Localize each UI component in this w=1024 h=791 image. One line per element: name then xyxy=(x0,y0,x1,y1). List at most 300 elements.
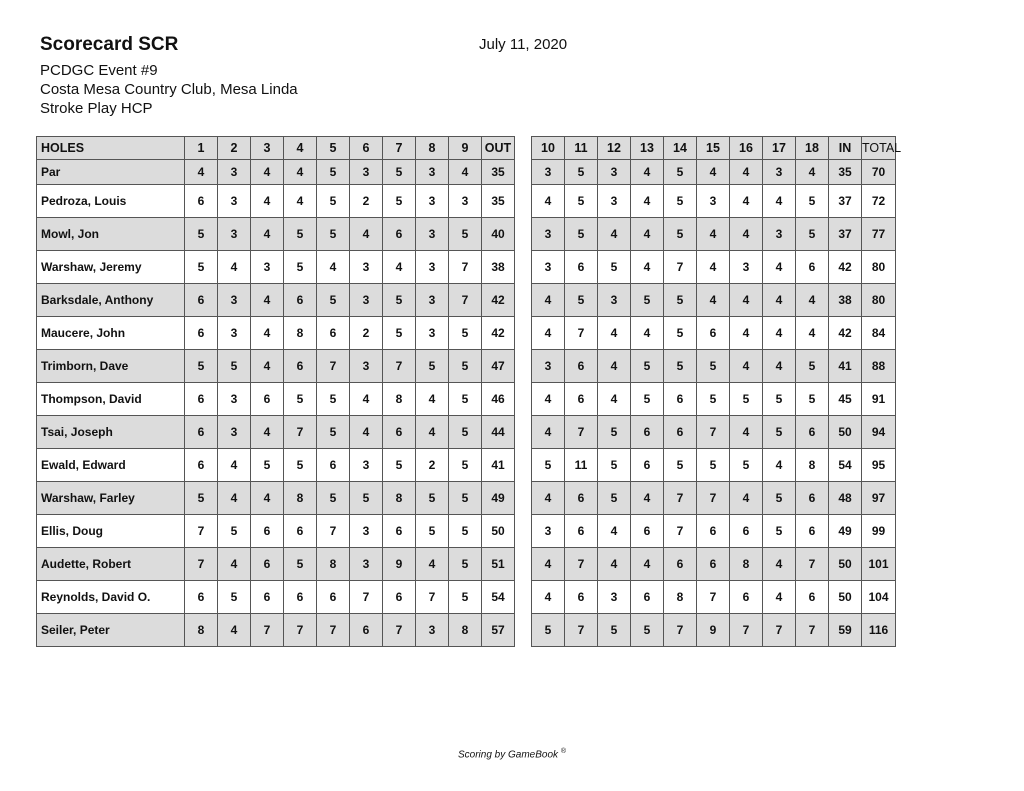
hole-score: 5 xyxy=(565,185,598,218)
in-score: 50 xyxy=(829,581,862,614)
hole-score: 4 xyxy=(251,185,284,218)
hole-score: 3 xyxy=(416,218,449,251)
hole-score: 3 xyxy=(350,449,383,482)
hole-score: 5 xyxy=(251,449,284,482)
player-row xyxy=(532,317,896,350)
hole-score: 4 xyxy=(251,317,284,350)
hole-score: 6 xyxy=(284,515,317,548)
back-header-row xyxy=(532,137,896,160)
hole-score: 4 xyxy=(284,185,317,218)
hole-score: 5 xyxy=(317,416,350,449)
hole-score: 6 xyxy=(796,416,829,449)
out-score: 47 xyxy=(482,350,515,383)
hole-score: 5 xyxy=(449,416,482,449)
hole-score: 7 xyxy=(284,416,317,449)
player-row xyxy=(37,515,515,548)
hole-score: 6 xyxy=(796,482,829,515)
hole-score: 4 xyxy=(631,548,664,581)
hole-score: 4 xyxy=(532,548,565,581)
hole-score: 8 xyxy=(796,449,829,482)
hole-score: 6 xyxy=(185,317,218,350)
hole-score: 8 xyxy=(284,317,317,350)
hole-score: 4 xyxy=(218,482,251,515)
hole-score: 3 xyxy=(598,581,631,614)
total-score: 72 xyxy=(862,185,896,218)
hole-score: 3 xyxy=(416,251,449,284)
out-score: 35 xyxy=(482,185,515,218)
hole-score: 7 xyxy=(697,581,730,614)
hole-score: 4 xyxy=(218,449,251,482)
hole-number-header: 9 xyxy=(449,137,482,160)
hole-score: 4 xyxy=(697,218,730,251)
out-score: 42 xyxy=(482,317,515,350)
hole-score: 5 xyxy=(763,383,796,416)
hole-number-header: 2 xyxy=(218,137,251,160)
hole-score: 6 xyxy=(697,548,730,581)
hole-score: 5 xyxy=(532,614,565,647)
hole-score: 4 xyxy=(251,350,284,383)
player-name: Barksdale, Anthony xyxy=(37,284,185,317)
in-score: 48 xyxy=(829,482,862,515)
hole-score: 3 xyxy=(350,251,383,284)
par-row xyxy=(532,160,896,185)
player-row xyxy=(37,251,515,284)
hole-score: 6 xyxy=(664,416,697,449)
hole-score: 6 xyxy=(565,515,598,548)
hole-score: 3 xyxy=(416,317,449,350)
hole-score: 5 xyxy=(317,482,350,515)
hole-number-header: 15 xyxy=(697,137,730,160)
total-score: 88 xyxy=(862,350,896,383)
hole-score: 5 xyxy=(449,548,482,581)
total-score: 95 xyxy=(862,449,896,482)
hole-score: 5 xyxy=(284,218,317,251)
out-score: 38 xyxy=(482,251,515,284)
hole-score: 4 xyxy=(730,317,763,350)
player-row xyxy=(37,317,515,350)
hole-score: 5 xyxy=(449,482,482,515)
footer-text: Scoring by GameBook xyxy=(457,749,559,761)
back-nine-table xyxy=(531,136,902,647)
hole-score: 7 xyxy=(383,614,416,647)
hole-score: 7 xyxy=(251,614,284,647)
hole-score: 3 xyxy=(218,416,251,449)
hole-score: 7 xyxy=(449,251,482,284)
player-row xyxy=(532,218,896,251)
hole-score: 6 xyxy=(565,350,598,383)
player-row xyxy=(37,383,515,416)
par-value: 4 xyxy=(185,160,218,185)
hole-score: 7 xyxy=(730,614,763,647)
total-score: 99 xyxy=(862,515,896,548)
hole-score: 4 xyxy=(251,416,284,449)
hole-score: 4 xyxy=(350,383,383,416)
hole-score: 4 xyxy=(598,383,631,416)
hole-score: 5 xyxy=(416,350,449,383)
hole-number-header: 5 xyxy=(317,137,350,160)
hole-score: 6 xyxy=(631,449,664,482)
player-row xyxy=(37,614,515,647)
in-score: 54 xyxy=(829,449,862,482)
hole-score: 5 xyxy=(449,581,482,614)
in-score: 37 xyxy=(829,218,862,251)
hole-score: 6 xyxy=(251,548,284,581)
player-name: Pedroza, Louis xyxy=(37,185,185,218)
hole-score: 2 xyxy=(350,317,383,350)
hole-score: 3 xyxy=(218,218,251,251)
hole-score: 3 xyxy=(532,218,565,251)
hole-score: 3 xyxy=(416,614,449,647)
hole-score: 6 xyxy=(697,515,730,548)
hole-score: 4 xyxy=(763,317,796,350)
hole-score: 6 xyxy=(565,251,598,284)
player-row xyxy=(532,416,896,449)
hole-score: 5 xyxy=(796,218,829,251)
hole-score: 3 xyxy=(251,251,284,284)
par-value: 4 xyxy=(251,160,284,185)
player-name: Warshaw, Farley xyxy=(37,482,185,515)
par-value: 4 xyxy=(631,160,664,185)
front-header-row xyxy=(37,137,515,160)
par-row xyxy=(37,160,515,185)
in-score: 45 xyxy=(829,383,862,416)
hole-score: 5 xyxy=(383,284,416,317)
in-score: 42 xyxy=(829,251,862,284)
hole-score: 5 xyxy=(317,218,350,251)
hole-score: 4 xyxy=(763,449,796,482)
hole-score: 4 xyxy=(218,614,251,647)
hole-score: 4 xyxy=(796,284,829,317)
player-row xyxy=(532,449,896,482)
par-value: 3 xyxy=(598,160,631,185)
hole-score: 4 xyxy=(383,251,416,284)
hole-score: 6 xyxy=(383,218,416,251)
hole-score: 5 xyxy=(449,383,482,416)
hole-score: 3 xyxy=(763,218,796,251)
hole-score: 6 xyxy=(697,317,730,350)
total-score: 94 xyxy=(862,416,896,449)
total-score: 80 xyxy=(862,251,896,284)
player-row xyxy=(37,548,515,581)
hole-score: 4 xyxy=(697,284,730,317)
hole-score: 6 xyxy=(631,581,664,614)
player-row xyxy=(532,548,896,581)
total-score: 80 xyxy=(862,284,896,317)
hole-score: 5 xyxy=(598,251,631,284)
registered-mark: ® xyxy=(560,748,566,755)
par-value: 5 xyxy=(664,160,697,185)
total-score: 84 xyxy=(862,317,896,350)
in-header: IN xyxy=(829,137,862,160)
hole-score: 6 xyxy=(383,581,416,614)
hole-score: 4 xyxy=(251,482,284,515)
hole-number-header: 12 xyxy=(598,137,631,160)
hole-score: 5 xyxy=(449,515,482,548)
par-in: 35 xyxy=(829,160,862,185)
hole-score: 3 xyxy=(350,350,383,383)
hole-score: 8 xyxy=(185,614,218,647)
hole-score: 7 xyxy=(763,614,796,647)
hole-score: 4 xyxy=(697,251,730,284)
hole-number-header: 10 xyxy=(532,137,565,160)
hole-score: 6 xyxy=(317,317,350,350)
hole-score: 5 xyxy=(185,218,218,251)
hole-score: 3 xyxy=(730,251,763,284)
player-name: Reynolds, David O. xyxy=(37,581,185,614)
hole-number-header: 16 xyxy=(730,137,763,160)
par-value: 5 xyxy=(317,160,350,185)
hole-score: 5 xyxy=(631,383,664,416)
page-title: Scorecard SCR xyxy=(40,34,179,55)
player-name: Ellis, Doug xyxy=(37,515,185,548)
hole-score: 7 xyxy=(664,515,697,548)
par-value: 5 xyxy=(565,160,598,185)
hole-score: 6 xyxy=(251,515,284,548)
hole-score: 4 xyxy=(631,251,664,284)
out-score: 42 xyxy=(482,284,515,317)
hole-score: 4 xyxy=(416,383,449,416)
hole-score: 5 xyxy=(317,383,350,416)
hole-score: 7 xyxy=(697,416,730,449)
hole-score: 2 xyxy=(350,185,383,218)
hole-score: 7 xyxy=(317,350,350,383)
hole-score: 5 xyxy=(697,383,730,416)
out-score: 40 xyxy=(482,218,515,251)
hole-score: 6 xyxy=(185,449,218,482)
hole-score: 6 xyxy=(185,383,218,416)
hole-score: 5 xyxy=(796,185,829,218)
hole-score: 6 xyxy=(317,581,350,614)
hole-score: 7 xyxy=(449,284,482,317)
hole-score: 3 xyxy=(598,284,631,317)
hole-score: 4 xyxy=(218,548,251,581)
hole-score: 4 xyxy=(251,218,284,251)
hole-number-header: 18 xyxy=(796,137,829,160)
player-name: Trimborn, Dave xyxy=(37,350,185,383)
hole-score: 4 xyxy=(763,350,796,383)
hole-number-header: 13 xyxy=(631,137,664,160)
hole-number-header: 8 xyxy=(416,137,449,160)
hole-score: 6 xyxy=(565,482,598,515)
hole-score: 4 xyxy=(532,581,565,614)
hole-score: 5 xyxy=(598,449,631,482)
hole-score: 5 xyxy=(284,449,317,482)
hole-score: 5 xyxy=(185,251,218,284)
hole-score: 6 xyxy=(730,515,763,548)
hole-score: 6 xyxy=(284,581,317,614)
par-value: 3 xyxy=(532,160,565,185)
hole-score: 5 xyxy=(416,515,449,548)
hole-score: 5 xyxy=(383,317,416,350)
hole-score: 4 xyxy=(532,383,565,416)
hole-score: 7 xyxy=(317,614,350,647)
hole-score: 5 xyxy=(565,218,598,251)
player-row xyxy=(37,482,515,515)
hole-score: 8 xyxy=(449,614,482,647)
hole-score: 5 xyxy=(796,383,829,416)
hole-score: 5 xyxy=(730,383,763,416)
hole-score: 4 xyxy=(631,185,664,218)
total-score: 101 xyxy=(862,548,896,581)
play-format: Stroke Play HCP xyxy=(40,100,153,117)
hole-score: 6 xyxy=(565,581,598,614)
hole-score: 5 xyxy=(284,383,317,416)
player-row xyxy=(532,185,896,218)
hole-score: 7 xyxy=(185,548,218,581)
hole-score: 5 xyxy=(449,218,482,251)
hole-score: 6 xyxy=(284,284,317,317)
hole-score: 6 xyxy=(796,581,829,614)
hole-score: 3 xyxy=(350,515,383,548)
hole-score: 4 xyxy=(598,515,631,548)
player-row xyxy=(37,449,515,482)
hole-score: 3 xyxy=(218,284,251,317)
hole-score: 7 xyxy=(565,614,598,647)
hole-score: 8 xyxy=(730,548,763,581)
hole-number-header: 4 xyxy=(284,137,317,160)
hole-score: 5 xyxy=(631,350,664,383)
hole-score: 3 xyxy=(218,185,251,218)
hole-score: 4 xyxy=(416,548,449,581)
hole-number-header: 1 xyxy=(185,137,218,160)
player-row xyxy=(532,515,896,548)
hole-score: 5 xyxy=(284,548,317,581)
hole-score: 5 xyxy=(449,449,482,482)
hole-score: 5 xyxy=(598,416,631,449)
hole-score: 7 xyxy=(565,548,598,581)
hole-score: 4 xyxy=(763,251,796,284)
event-name: PCDGC Event #9 xyxy=(40,62,158,79)
holes-header: HOLES xyxy=(37,137,185,160)
out-score: 57 xyxy=(482,614,515,647)
out-score: 51 xyxy=(482,548,515,581)
hole-score: 7 xyxy=(350,581,383,614)
par-value: 4 xyxy=(730,160,763,185)
hole-score: 6 xyxy=(251,383,284,416)
hole-score: 5 xyxy=(218,515,251,548)
total-score: 104 xyxy=(862,581,896,614)
hole-score: 5 xyxy=(449,350,482,383)
player-row xyxy=(532,350,896,383)
hole-score: 3 xyxy=(598,185,631,218)
player-row xyxy=(37,581,515,614)
hole-score: 9 xyxy=(383,548,416,581)
hole-score: 5 xyxy=(350,482,383,515)
par-total: 70 xyxy=(862,160,896,185)
hole-score: 6 xyxy=(185,581,218,614)
course-name: Costa Mesa Country Club, Mesa Linda xyxy=(40,81,298,98)
hole-score: 6 xyxy=(317,449,350,482)
player-row xyxy=(532,614,896,647)
hole-score: 5 xyxy=(763,416,796,449)
hole-score: 3 xyxy=(532,350,565,383)
hole-score: 5 xyxy=(763,515,796,548)
hole-score: 8 xyxy=(284,482,317,515)
par-value: 5 xyxy=(383,160,416,185)
total-score: 91 xyxy=(862,383,896,416)
out-header: OUT xyxy=(482,137,515,160)
in-score: 59 xyxy=(829,614,862,647)
hole-score: 6 xyxy=(251,581,284,614)
player-row xyxy=(37,350,515,383)
hole-score: 5 xyxy=(218,350,251,383)
hole-score: 5 xyxy=(664,218,697,251)
out-score: 41 xyxy=(482,449,515,482)
hole-score: 4 xyxy=(350,218,383,251)
hole-score: 7 xyxy=(185,515,218,548)
hole-score: 5 xyxy=(664,185,697,218)
hole-score: 3 xyxy=(350,548,383,581)
out-score: 49 xyxy=(482,482,515,515)
player-name: Mowl, Jon xyxy=(37,218,185,251)
out-score: 46 xyxy=(482,383,515,416)
player-row xyxy=(37,284,515,317)
player-row xyxy=(532,482,896,515)
hole-score: 4 xyxy=(317,251,350,284)
hole-score: 3 xyxy=(416,284,449,317)
hole-score: 3 xyxy=(218,317,251,350)
par-value: 4 xyxy=(284,160,317,185)
par-value: 4 xyxy=(697,160,730,185)
hole-score: 5 xyxy=(532,449,565,482)
hole-score: 5 xyxy=(796,350,829,383)
hole-score: 7 xyxy=(796,614,829,647)
player-row xyxy=(37,416,515,449)
hole-score: 5 xyxy=(317,185,350,218)
hole-score: 4 xyxy=(416,416,449,449)
hole-score: 6 xyxy=(565,383,598,416)
hole-score: 7 xyxy=(565,317,598,350)
hole-score: 3 xyxy=(532,515,565,548)
hole-score: 2 xyxy=(416,449,449,482)
hole-score: 7 xyxy=(416,581,449,614)
player-name: Seiler, Peter xyxy=(37,614,185,647)
player-row xyxy=(37,218,515,251)
hole-score: 6 xyxy=(383,416,416,449)
hole-score: 6 xyxy=(796,515,829,548)
hole-score: 6 xyxy=(284,350,317,383)
hole-score: 3 xyxy=(350,284,383,317)
in-score: 50 xyxy=(829,548,862,581)
hole-score: 4 xyxy=(532,317,565,350)
hole-score: 6 xyxy=(631,515,664,548)
hole-score: 4 xyxy=(763,185,796,218)
hole-score: 5 xyxy=(218,581,251,614)
par-label: Par xyxy=(37,160,185,185)
hole-score: 5 xyxy=(317,284,350,317)
out-score: 54 xyxy=(482,581,515,614)
player-name: Tsai, Joseph xyxy=(37,416,185,449)
hole-score: 7 xyxy=(383,350,416,383)
player-name: Audette, Robert xyxy=(37,548,185,581)
hole-number-header: 3 xyxy=(251,137,284,160)
hole-score: 4 xyxy=(763,284,796,317)
hole-score: 6 xyxy=(383,515,416,548)
hole-score: 7 xyxy=(697,482,730,515)
hole-score: 4 xyxy=(251,284,284,317)
hole-score: 7 xyxy=(796,548,829,581)
hole-score: 5 xyxy=(763,482,796,515)
par-value: 4 xyxy=(796,160,829,185)
in-score: 42 xyxy=(829,317,862,350)
total-score: 77 xyxy=(862,218,896,251)
hole-score: 6 xyxy=(350,614,383,647)
hole-score: 5 xyxy=(449,317,482,350)
hole-score: 5 xyxy=(697,350,730,383)
in-score: 38 xyxy=(829,284,862,317)
hole-score: 7 xyxy=(664,251,697,284)
hole-score: 5 xyxy=(664,449,697,482)
